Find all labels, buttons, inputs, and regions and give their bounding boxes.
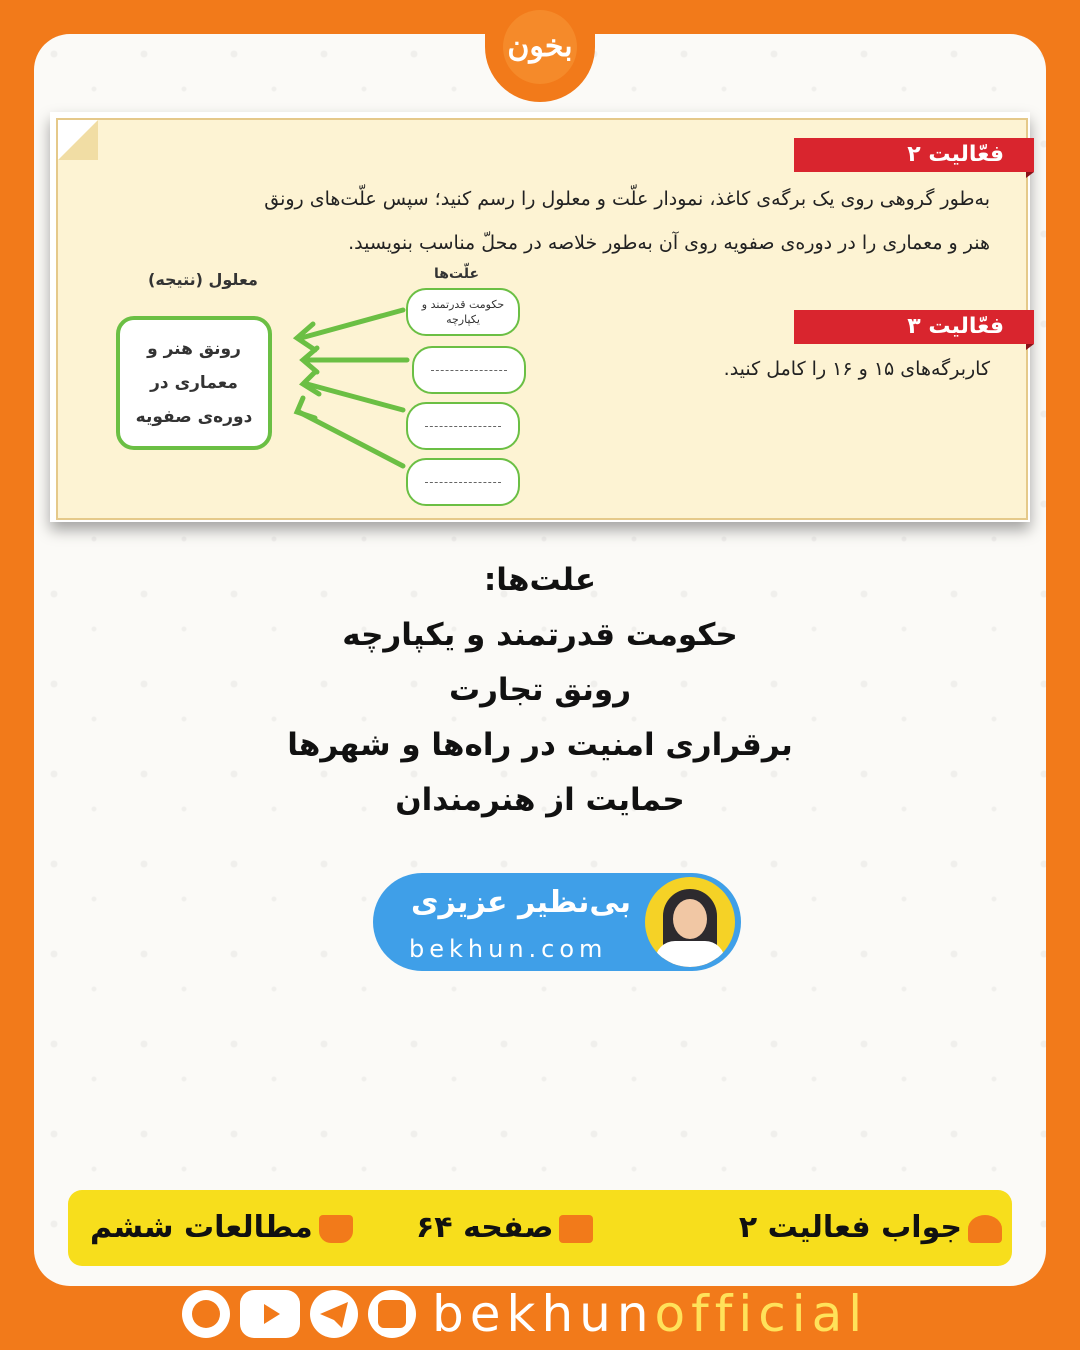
causes-label: علّت‌ها bbox=[434, 266, 480, 282]
footer-subject bbox=[90, 1210, 353, 1245]
youtube-icon[interactable] bbox=[240, 1290, 300, 1338]
book-icon bbox=[559, 1215, 593, 1243]
activity2-tag: فعّالیت ۲ bbox=[794, 138, 1034, 172]
footer-activity-text: جواب فعالیت ۲ bbox=[738, 1210, 962, 1245]
activity2-line2: هنر و معماری را در دوره‌ی صفویه روی آن به‌طور خلاصه در محلّ مناسب بنویسید. bbox=[348, 232, 990, 254]
footer-info-bar bbox=[68, 1190, 1012, 1266]
teacher-icon bbox=[968, 1215, 1002, 1243]
footer-page bbox=[416, 1210, 593, 1245]
answer-item-3: برقراری امنیت در راه‌ها و شهرها bbox=[287, 727, 793, 763]
instagram-icon[interactable] bbox=[368, 1290, 416, 1338]
arrow-1 bbox=[301, 310, 403, 338]
avatar bbox=[645, 877, 735, 967]
film-icon[interactable] bbox=[182, 1290, 230, 1338]
face-shape bbox=[673, 899, 707, 939]
cause-box-1-text: حکومت قدرتمند و یکپارچه bbox=[421, 298, 505, 326]
dash-line bbox=[425, 482, 501, 483]
paper-plane-icon bbox=[310, 1290, 358, 1338]
cause-box-1 bbox=[406, 288, 520, 336]
brand-suffix: official bbox=[654, 1285, 869, 1343]
graduation-cap-icon bbox=[319, 1215, 353, 1243]
activity2-line1: به‌طور گروهی روی یک برگه‌ی کاغذ، نمودار علّت و معلول را رسم کنید؛ سپس علّت‌های رونق bbox=[264, 188, 990, 210]
brand-handle bbox=[432, 1285, 868, 1343]
page-fold bbox=[58, 120, 98, 160]
author-site: bekhun.com bbox=[409, 935, 608, 963]
instagram-icon-inner bbox=[378, 1300, 406, 1328]
paper-sheet bbox=[56, 118, 1028, 520]
arrow-3 bbox=[307, 384, 403, 410]
footer-subject-text: مطالعات ششم bbox=[90, 1210, 313, 1245]
footer-page-text: صفحه ۶۴ bbox=[416, 1210, 554, 1245]
arrows-diagram bbox=[283, 280, 413, 480]
answer-item-4: حمایت از هنرمندان bbox=[395, 782, 685, 818]
author-badge bbox=[373, 873, 741, 971]
answer-item-1: حکومت قدرتمند و یکپارچه bbox=[342, 617, 738, 653]
cause-box-4 bbox=[406, 458, 520, 506]
brand-main: bekhun bbox=[432, 1285, 655, 1343]
answer-item-2: رونق تجارت bbox=[448, 672, 632, 708]
author-name: بی‌نظیر عزیزی bbox=[410, 885, 631, 920]
activity3-line1: کاربرگه‌های ۱۵ و ۱۶ را کامل کنید. bbox=[723, 358, 990, 380]
effect-box: رونق هنر و معماری در دوره‌ی صفویه bbox=[116, 316, 272, 450]
arrow-4-head bbox=[297, 398, 315, 418]
cause-box-3 bbox=[406, 402, 520, 450]
dash-line bbox=[425, 426, 501, 427]
telegram-icon[interactable] bbox=[310, 1290, 358, 1338]
logo-icon: بخون bbox=[503, 10, 577, 84]
effect-label: معلول (نتیجه) bbox=[148, 270, 258, 289]
dash-line bbox=[431, 370, 507, 371]
cause-box-2 bbox=[412, 346, 526, 394]
film-icon-inner bbox=[192, 1300, 220, 1328]
body-shape bbox=[655, 941, 725, 967]
play-icon bbox=[240, 1290, 300, 1338]
footer-activity bbox=[739, 1210, 1002, 1245]
activity3-tag: فعّالیت ۳ bbox=[794, 310, 1034, 344]
textbook-excerpt bbox=[50, 112, 1030, 522]
answer-heading: علت‌ها: bbox=[483, 562, 597, 598]
